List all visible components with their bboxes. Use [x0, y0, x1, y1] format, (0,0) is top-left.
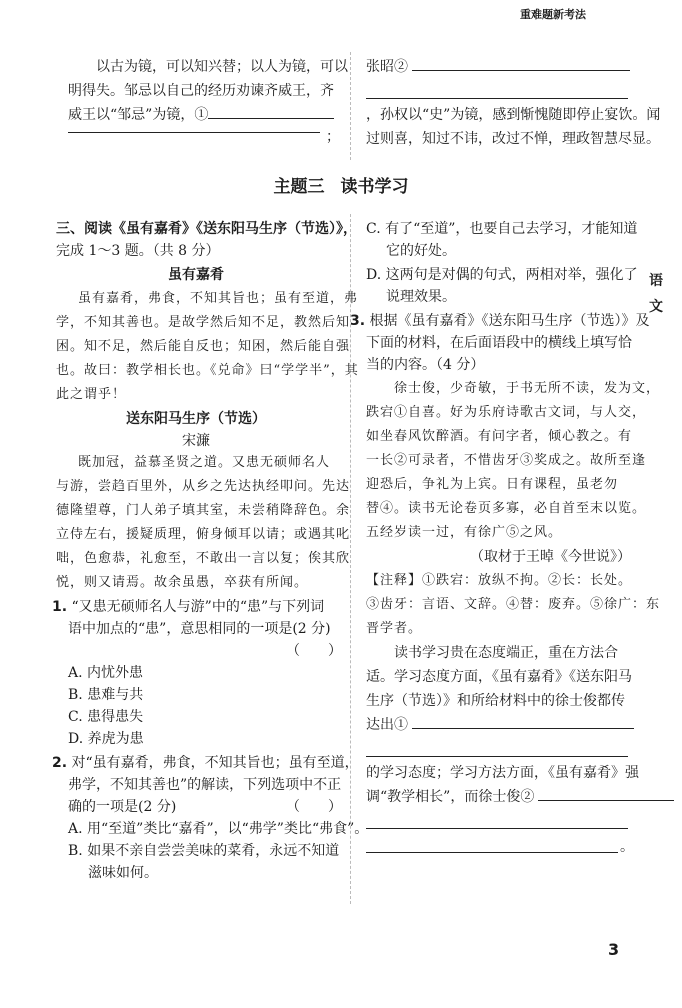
q1-stem-1 — [52, 596, 324, 618]
passage2-title: 送东阳马生序（节选） — [126, 411, 266, 427]
para-line-5: 的学习态度；学习方法方面，《虽有嘉肴》强 — [366, 765, 639, 781]
para-final-period: 。 — [620, 839, 634, 855]
material-line-7: 五经岁读一过，有徐广⑤之风。 — [366, 525, 563, 540]
passage2-line-3: 德隆望尊，门人弟子填其室，未尝稍降辞色。余 — [56, 503, 351, 518]
passage2-author: 宋濂 — [182, 433, 210, 449]
q2-number: 2. — [52, 755, 68, 771]
q1-stem-2: 语中加点的“患”，意思相同的一项是(2 分) — [68, 621, 331, 637]
passage1-line-5: 此之谓乎！ — [56, 387, 127, 402]
passage2-line-2: 与游，尝趋百里外，从乡之先达执经叩问。先达 — [56, 479, 351, 494]
q2-option-d-2: 说理效果。 — [386, 289, 456, 305]
passage1-line-1: 虽有嘉肴，弗食，不知其旨也；虽有至道，弗 — [78, 291, 359, 306]
answer-blank-1[interactable] — [208, 104, 334, 119]
answer-blank-1b[interactable] — [68, 132, 320, 133]
material-line-2: 跌宕①自喜。好为乐府诗歌古文词，与人交， — [366, 405, 647, 420]
passage1-line-3: 困。知不足，然后能自反也；知困，然后能自强 — [56, 339, 351, 354]
q1-option-c[interactable]: C. 患得患失 — [68, 709, 144, 725]
q1-stem-1-text: “又患无硕师名人与游”中的“患”与下列词 — [71, 599, 325, 615]
top-right-line-3: 过则喜，知过不讳，改过不惮，理政智慧尽显。 — [366, 131, 660, 147]
material-line-6: 替④。读书无论卷页多寡，必自首至末以览。 — [366, 501, 647, 516]
side-tab-char-1: 语 — [649, 273, 663, 289]
q2-answer-paren[interactable]: （ ） — [286, 799, 342, 815]
q2-stem-2: 弗学，不知其善也”的解读，下列选项中不正 — [68, 777, 342, 793]
material-line-3: 如坐春风饮醉酒。有问字者，倾心教之。有 — [366, 429, 633, 444]
column-divider-top — [350, 52, 351, 160]
top-right-line-1 — [366, 56, 630, 78]
top-right-line-1-text: 张昭② — [366, 59, 408, 75]
answer-blank-4[interactable] — [538, 786, 674, 801]
para-line-2: 适。学习态度方面，《虽有嘉肴》《送东阳马 — [366, 669, 632, 685]
q3-number: 3. — [350, 313, 366, 329]
q3-stem-3: 当的内容。（4 分） — [366, 357, 485, 373]
passage1-line-2: 学，不知其善也。是故学然后知不足，教然后知 — [56, 315, 351, 330]
reading-intro-1: 三、阅读《虽有嘉肴》《送东阳马生序（节选）》， — [56, 221, 357, 237]
q2-option-b-2: 滋味如何。 — [88, 865, 158, 881]
q2-stem-1 — [52, 752, 359, 774]
passage1-line-4: 也。故曰：教学相长也。《兑命》曰“学学半”，其 — [56, 363, 359, 378]
q1-number: 1. — [52, 599, 68, 615]
section-name: 读书学习 — [340, 177, 409, 197]
q3-stem-1-text: 根据《虽有嘉肴》《送东阳马生序（节选）》及 — [369, 313, 650, 329]
page-number: 3 — [608, 940, 620, 959]
top-left-line-3 — [68, 104, 334, 126]
top-left-line-3-text: 威王以“邹忌”为镜，① — [68, 107, 209, 123]
top-left-semicolon: ； — [326, 129, 340, 145]
q1-answer-paren[interactable]: （ ） — [286, 643, 342, 659]
q3-stem-2: 下面的材料，在后面语段中的横线上填写恰 — [366, 335, 632, 351]
q2-option-b-1[interactable]: B. 如果不亲自尝尝美味的菜肴，永远不知道 — [68, 843, 340, 859]
notes-line-2: ③齿牙：言语、文辞。④替：废弃。⑤徐广：东 — [366, 597, 661, 612]
answer-blank-4b[interactable] — [366, 828, 628, 829]
q1-option-a[interactable]: A. 内忧外患 — [68, 665, 144, 681]
answer-blank-3[interactable] — [412, 714, 634, 729]
passage2-line-6: 悦，则又请焉。故余虽愚，卒获有所闻。 — [56, 575, 309, 590]
q2-option-c-1[interactable]: C. 有了“至道”，也要自己去学习，才能知道 — [366, 221, 638, 237]
notes-line-3: 晋学者。 — [366, 621, 423, 636]
para-line-6 — [366, 786, 674, 808]
material-source: （取材于王晫《今世说》） — [470, 549, 631, 565]
answer-blank-3b[interactable] — [366, 756, 628, 757]
para-line-6-text: 调“教学相长”，而徐士俊② — [366, 789, 535, 805]
top-left-line-2: 明得失。邹忌以自己的经历劝谏齐威王，齐 — [68, 83, 334, 99]
material-line-1: 徐士俊，少奇敏，于书无所不读，发为文， — [394, 381, 661, 396]
answer-blank-4c[interactable] — [366, 852, 618, 853]
section-label: 主题三 — [273, 177, 325, 197]
passage2-line-4: 立侍左右，援疑质理，俯身倾耳以请；或遇其叱 — [56, 527, 351, 542]
header-tag: 重难题新考法 — [520, 8, 586, 21]
side-tab-char-2: 文 — [649, 299, 663, 315]
q2-option-c-2: 它的好处。 — [386, 243, 456, 259]
q2-option-a[interactable]: A. 用“至道”类比“嘉肴”，以“弗学”类比“弗食”。 — [68, 821, 369, 837]
answer-blank-2[interactable] — [412, 56, 630, 71]
para-line-4 — [366, 714, 634, 736]
top-left-line-1: 以古为镜，可以知兴替；以人为镜，可以 — [96, 59, 348, 75]
para-line-1: 读书学习贵在态度端正，重在方法合 — [394, 645, 618, 661]
passage1-title: 虽有嘉肴 — [168, 267, 224, 283]
q2-stem-1-text: 对“虽有嘉肴，弗食，不知其旨也；虽有至道， — [71, 755, 359, 771]
q1-option-b[interactable]: B. 患难与共 — [68, 687, 144, 703]
top-right-line-2: ，孙权以“史”为镜，感到惭愧随即停止宴饮。闻 — [366, 107, 661, 123]
q1-option-d[interactable]: D. 养虎为患 — [68, 731, 144, 747]
passage2-line-1: 既加冠，益慕圣贤之道。又患无硕师名人 — [78, 455, 331, 470]
passage2-line-5: 咄，色愈恭，礼愈至，不敢出一言以复；俟其欣 — [56, 551, 351, 566]
notes-line-1: 【注释】①跌宕：放纵不拘。②长：长处。 — [366, 573, 633, 588]
q2-option-d-1[interactable]: D. 这两句是对偶的句式，两相对举，强化了 — [366, 267, 638, 283]
q2-stem-3: 确的一项是(2 分) — [68, 799, 177, 815]
section-title — [0, 172, 682, 197]
answer-blank-2b[interactable] — [366, 98, 628, 99]
reading-intro-2: 完成 1～3 题。（共 8 分） — [56, 243, 220, 259]
material-line-4: 一长②可录者，不惜齿牙③奖成之。故所至逢 — [366, 453, 647, 468]
material-line-5: 迎恐后，争礼为上宾。日有课程，虽老勿 — [366, 477, 619, 492]
q3-stem-1 — [350, 310, 650, 332]
para-line-3: 生序（节选）》和所给材料中的徐士俊都传 — [366, 693, 625, 709]
para-line-4-text: 达出① — [366, 717, 408, 733]
